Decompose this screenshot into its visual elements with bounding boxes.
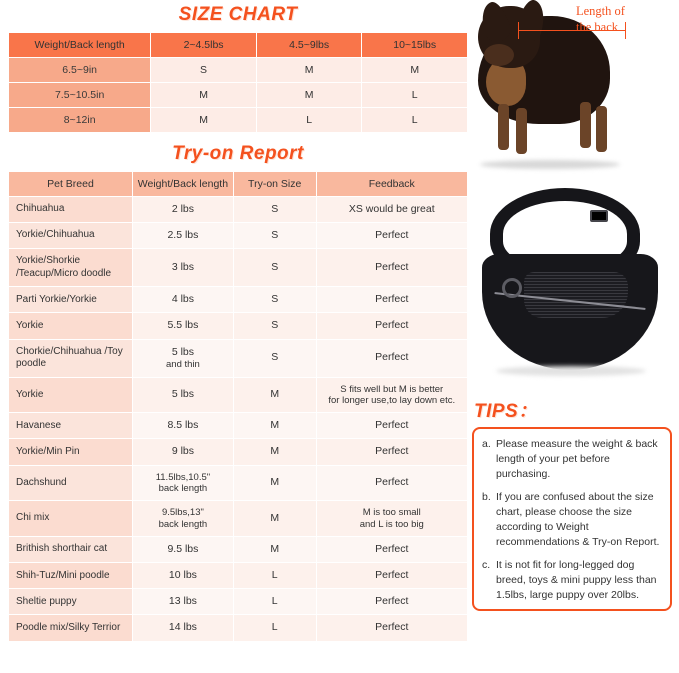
size-chart-header-cell: 10~15lbs: [362, 33, 468, 58]
tryon-weight: [132, 313, 233, 339]
tryon-weight-line1: 8.5 lbs: [167, 419, 199, 432]
tryon-breed: Chorkie/Chihuahua /Toy poodle: [9, 339, 133, 377]
tryon-weight-line1: 3 lbs: [171, 261, 194, 274]
size-chart-cell: L: [256, 108, 362, 133]
tryon-weight-line2: and thin: [166, 358, 200, 370]
tryon-feedback: [316, 615, 468, 641]
size-chart-table: [8, 32, 468, 133]
tryon-feedback-line1: Perfect: [375, 261, 409, 274]
tryon-size: M: [233, 501, 316, 537]
size-chart-cell: M: [256, 83, 362, 108]
back-length-label: [576, 4, 625, 35]
tryon-feedback-line1: Perfect: [375, 229, 409, 242]
table-row: [9, 501, 468, 537]
tryon-feedback: [316, 223, 468, 249]
tryon-size: L: [233, 589, 316, 615]
tryon-feedback-line1: Perfect: [375, 445, 409, 458]
tryon-feedback-line1: M is too small: [362, 507, 421, 519]
tryon-feedback-line1: Perfect: [375, 569, 409, 582]
dog-shadow: [480, 160, 620, 169]
tryon-breed: Dachshund: [9, 465, 133, 501]
size-chart-row-label: 8~12in: [9, 108, 151, 133]
size-chart-header-row: [9, 33, 468, 58]
tryon-size: M: [233, 377, 316, 413]
tryon-header-cell: Weight/Back length: [132, 172, 233, 197]
tip-text: Please measure the weight & back length of your pet before purchasing.: [496, 438, 658, 481]
table-row: [9, 58, 468, 83]
dog-muzzle-shape: [484, 44, 514, 66]
dog-leg-shape: [516, 108, 527, 154]
tryon-weight: [132, 197, 233, 223]
table-row: [9, 249, 468, 287]
tryon-size: S: [233, 339, 316, 377]
table-row: [9, 197, 468, 223]
right-column: [472, 0, 672, 611]
dog-ear-left-shape: [476, 0, 513, 45]
carrier-d-ring-icon: [502, 278, 522, 298]
tryon-size: M: [233, 413, 316, 439]
list-item: [482, 437, 662, 483]
tryon-size: M: [233, 439, 316, 465]
tips-title: TIPS：: [474, 401, 538, 422]
tryon-feedback-line1: Perfect: [375, 351, 409, 364]
left-column: [8, 0, 468, 642]
tryon-breed: Parti Yorkie/Yorkie: [9, 287, 133, 313]
tryon-breed: Yorkie/Min Pin: [9, 439, 133, 465]
tryon-feedback: [316, 197, 468, 223]
tryon-feedback-line1: XS would be great: [348, 203, 435, 215]
tryon-size: S: [233, 249, 316, 287]
carrier-buckle-shape: [590, 210, 608, 222]
tryon-feedback: [316, 377, 468, 413]
tryon-feedback: [316, 287, 468, 313]
tryon-size: S: [233, 197, 316, 223]
tryon-weight-line1: 9 lbs: [171, 445, 194, 458]
tryon-breed: Poodle mix/Silky Terrior: [9, 615, 133, 641]
tryon-weight: [132, 249, 233, 287]
tryon-feedback-line1: Perfect: [375, 419, 409, 432]
tryon-feedback: [316, 465, 468, 501]
tryon-size: S: [233, 313, 316, 339]
table-row: [9, 377, 468, 413]
table-row: [9, 563, 468, 589]
tryon-weight: [132, 287, 233, 313]
tryon-weight: [132, 615, 233, 641]
tryon-weight-line1: 5 lbs: [171, 388, 194, 401]
tryon-breed: Havanese: [9, 413, 133, 439]
tryon-breed: Brithish shorthair cat: [9, 537, 133, 563]
tryon-feedback: [316, 439, 468, 465]
tryon-feedback-line1: Perfect: [375, 293, 409, 306]
tryon-feedback-line1: S fits well but M is better: [340, 383, 444, 395]
tryon-weight-line1: 10 lbs: [168, 569, 197, 582]
tryon-size: S: [233, 287, 316, 313]
table-row: [9, 223, 468, 249]
tryon-weight-line1: 2.5 lbs: [167, 229, 199, 242]
tryon-weight: [132, 537, 233, 563]
size-chart-header-cell: Weight/Back length: [9, 33, 151, 58]
table-row: [9, 413, 468, 439]
size-chart-cell: S: [151, 58, 257, 83]
tryon-weight-line2: back length: [158, 482, 208, 494]
table-row: [9, 465, 468, 501]
tryon-weight-line1: 14 lbs: [168, 621, 197, 634]
tryon-weight: [132, 563, 233, 589]
tryon-header-row: [9, 172, 468, 197]
tryon-report-title: Try-on Report: [172, 143, 304, 164]
size-chart-title: SIZE CHART: [178, 4, 298, 25]
table-row: [9, 339, 468, 377]
size-chart-row-label: 7.5~10.5in: [9, 83, 151, 108]
tryon-weight-line1: 9.5lbs,13": [161, 507, 204, 519]
table-row: [9, 589, 468, 615]
table-row: [9, 439, 468, 465]
tryon-breed: Yorkie/Chihuahua: [9, 223, 133, 249]
table-row: [9, 287, 468, 313]
tryon-weight: [132, 465, 233, 501]
tryon-feedback: [316, 339, 468, 377]
size-chart-cell: L: [362, 108, 468, 133]
back-length-measure-cap-left: [518, 22, 519, 39]
tryon-weight: [132, 339, 233, 377]
tryon-weight-line1: 5 lbs: [171, 345, 194, 358]
tryon-weight-line1: 9.5 lbs: [167, 543, 199, 556]
size-chart-header-cell: 2~4.5lbs: [151, 33, 257, 58]
tryon-feedback-line2: and L is too big: [359, 518, 424, 530]
tryon-header-cell: Try-on Size: [233, 172, 316, 197]
tryon-breed: Shih-Tuz/Mini poodle: [9, 563, 133, 589]
back-length-label-line1: Length of: [576, 4, 625, 18]
tryon-report-table: [8, 171, 468, 642]
tip-text: It is not fit for long-legged dog breed, toys & mini puppy less than 1.5lbs, large puppy over 20lbs.: [496, 558, 657, 601]
dog-head-shape: [478, 6, 540, 68]
dog-leg-shape: [596, 106, 607, 152]
tryon-feedback: [316, 537, 468, 563]
tryon-breed: Yorkie/Shorkie /Teacup/Micro doodle: [9, 249, 133, 287]
tryon-breed: Yorkie: [9, 313, 133, 339]
tryon-size: L: [233, 563, 316, 589]
dog-leg-shape: [580, 102, 591, 148]
tip-marker: a.: [482, 438, 491, 450]
tryon-feedback-line1: Perfect: [375, 595, 409, 608]
tryon-weight: [132, 439, 233, 465]
tryon-breed: Yorkie: [9, 377, 133, 413]
tryon-feedback: [316, 249, 468, 287]
tryon-breed: Chi mix: [9, 501, 133, 537]
tip-text: If you are confused about the size chart, please choose the size according to Weight recommendations & Try-on Report.: [496, 490, 660, 549]
tryon-feedback: [316, 563, 468, 589]
carrier-mesh-panel: [524, 272, 628, 318]
tryon-breed: Chihuahua: [9, 197, 133, 223]
tryon-header-cell: Pet Breed: [9, 172, 133, 197]
tryon-weight: [132, 413, 233, 439]
list-item: [482, 490, 662, 551]
tryon-weight-line1: 5.5 lbs: [167, 319, 199, 332]
size-chart-cell: M: [256, 58, 362, 83]
tryon-weight-line1: 11.5lbs,10.5": [155, 471, 211, 483]
tryon-weight-line1: 2 lbs: [171, 203, 194, 215]
tryon-weight-line1: 13 lbs: [168, 595, 197, 608]
back-length-measure-cap-right: [625, 22, 626, 39]
tryon-weight: [132, 223, 233, 249]
tryon-size: M: [233, 465, 316, 501]
tryon-feedback: [316, 313, 468, 339]
dog-leg-shape: [498, 104, 509, 150]
tryon-header-cell: Feedback: [316, 172, 468, 197]
dog-photo: [472, 0, 672, 176]
tryon-feedback: [316, 501, 468, 537]
tip-marker: c.: [482, 558, 491, 571]
tryon-weight-line1: 4 lbs: [171, 293, 194, 306]
table-row: [9, 615, 468, 641]
carrier-shadow: [496, 366, 646, 376]
tryon-feedback-line1: Perfect: [375, 543, 409, 556]
tryon-size: S: [233, 223, 316, 249]
tryon-size: M: [233, 537, 316, 563]
size-chart-cell: M: [362, 58, 468, 83]
tips-box: [472, 427, 672, 611]
size-chart-header-cell: 4.5~9lbs: [256, 33, 362, 58]
size-chart-cell: M: [151, 108, 257, 133]
tryon-weight: [132, 589, 233, 615]
tryon-weight: [132, 377, 233, 413]
back-length-label-line2: the back: [576, 19, 618, 34]
tryon-feedback-line2: for longer use,to lay down etc.: [328, 394, 456, 406]
tryon-breed: Sheltie puppy: [9, 589, 133, 615]
size-chart-row-label: 6.5~9in: [9, 58, 151, 83]
size-chart-cell: L: [362, 83, 468, 108]
table-row: [9, 537, 468, 563]
list-item: [482, 558, 662, 604]
table-row: [9, 313, 468, 339]
tryon-weight-line2: back length: [158, 518, 208, 530]
pet-carrier-photo: [472, 180, 672, 388]
size-chart-cell: M: [151, 83, 257, 108]
table-row: [9, 83, 468, 108]
tryon-feedback-line1: Perfect: [375, 476, 409, 489]
tryon-feedback: [316, 413, 468, 439]
tryon-weight: [132, 501, 233, 537]
tryon-size: L: [233, 615, 316, 641]
tryon-feedback: [316, 589, 468, 615]
table-row: [9, 108, 468, 133]
tryon-feedback-line1: Perfect: [375, 621, 409, 634]
tip-marker: b.: [482, 490, 491, 503]
tryon-feedback-line1: Perfect: [375, 319, 409, 332]
